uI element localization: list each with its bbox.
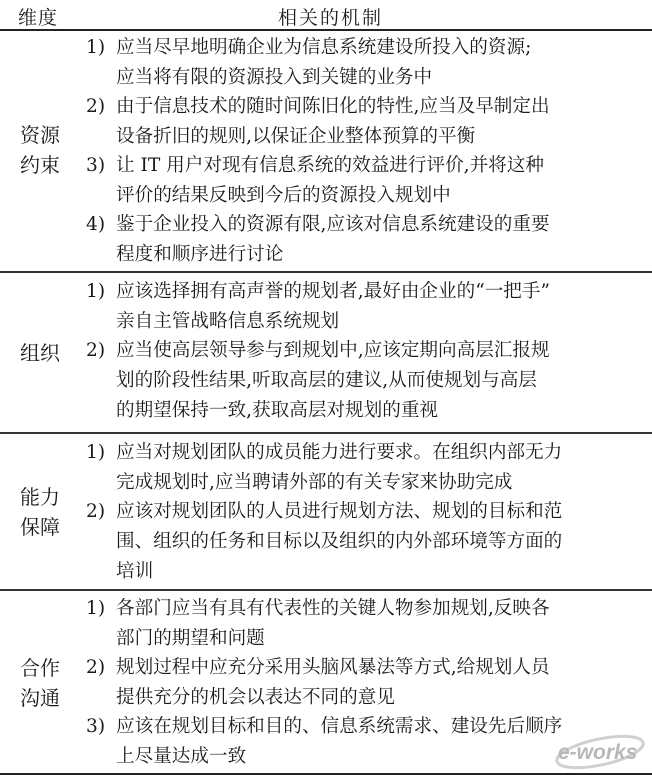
dimension-label — [20, 482, 72, 542]
item-line: 划的阶段性结果,听取高层的建议,从而使规划与高层 — [116, 370, 537, 391]
dimension-label-line: 约束 — [20, 153, 60, 177]
table-bottom-rule — [0, 773, 652, 775]
row-divider — [0, 589, 652, 591]
group-resource-constraint — [0, 31, 652, 269]
group-capability-assurance — [0, 436, 652, 586]
item-number: 2) — [86, 340, 106, 361]
item-number: 1) — [86, 281, 106, 302]
group-organization — [0, 275, 652, 428]
item-line: 部门的期望和问题 — [116, 628, 265, 649]
dimension-label-line: 能力 — [20, 485, 60, 509]
item-number: 2) — [86, 96, 106, 117]
dimension-label-line: 资源 — [20, 123, 60, 147]
dimension-label-line: 组织 — [20, 341, 60, 365]
list-item — [86, 92, 646, 152]
dimension-label — [20, 338, 72, 368]
item-number: 4) — [86, 214, 106, 235]
item-line: 1) 应当尽早地明确企业为信息系统建设所投入的资源; — [86, 33, 646, 63]
dimension-label-line: 沟通 — [20, 686, 60, 710]
item-number: 1) — [86, 37, 106, 58]
item-number: 2) — [86, 657, 106, 678]
item-line: 培训 — [116, 561, 154, 582]
item-line: 2) 由于信息技术的随时间陈旧化的特性,应当及早制定出 — [86, 92, 646, 122]
item-number: 1) — [86, 442, 106, 463]
dimension-label-line: 保障 — [20, 515, 60, 539]
item-line: 3) 让 IT 用户对现有信息系统的效益进行评价,并将这种 — [86, 151, 646, 181]
item-line: 的期望保持一致,获取高层对规划的重视 — [116, 400, 439, 421]
item-line: 2) 应当使高层领导参与到规划中,应该定期向高层汇报规 — [86, 336, 646, 366]
dimension-label — [20, 120, 72, 180]
item-line: 3) 应该在规划目标和目的、信息系统需求、建设先后顺序 — [86, 712, 646, 742]
item-line: 4) 鉴于企业投入的资源有限,应该对信息系统建设的重要 — [86, 210, 646, 240]
item-line: 设备折旧的规则,以保证企业整体预算的平衡 — [116, 126, 476, 147]
list-item — [86, 497, 646, 587]
item-line: 1) 应当对规划团队的成员能力进行要求。在组织内部无力 — [86, 438, 646, 468]
dimension-label-line: 合作 — [20, 656, 60, 680]
list-item — [86, 151, 646, 211]
item-line: 评价的结果反映到今后的资源投入规划中 — [116, 185, 451, 206]
item-line: 上尽量达成一致 — [116, 746, 247, 767]
list-item — [86, 438, 646, 498]
item-number: 2) — [86, 501, 106, 522]
list-item — [86, 210, 646, 270]
table-header — [0, 0, 652, 31]
row-divider — [0, 271, 652, 273]
watermark-text: e-works — [558, 741, 638, 764]
list-item — [86, 594, 646, 654]
list-item — [86, 33, 646, 93]
item-line: 完成规划时,应当聘请外部的有关专家来协助完成 — [116, 472, 513, 493]
list-item — [86, 336, 646, 426]
item-line: 应当将有限的资源投入到关键的业务中 — [116, 67, 433, 88]
item-line: 围、组织的任务和目标以及组织的内外部环境等方面的 — [116, 531, 563, 552]
row-divider — [0, 432, 652, 434]
eworks-logo-watermark — [548, 728, 646, 770]
item-line: 程度和顺序进行讨论 — [116, 244, 284, 265]
item-number: 1) — [86, 598, 106, 619]
item-line: 2) 规划过程中应充分采用头脑风暴法等方式,给规划人员 — [86, 653, 646, 683]
dimension-label — [20, 653, 72, 713]
header-mechanism: 相关的机制 — [278, 7, 384, 29]
list-item — [86, 653, 646, 713]
item-line: 亲自主管战略信息系统规划 — [116, 311, 340, 332]
item-line: 2) 应该对规划团队的人员进行规划方法、规划的目标和范 — [86, 497, 646, 527]
item-line: 提供充分的机会以表达不同的意见 — [116, 687, 395, 708]
header-dimension: 维度 — [18, 7, 59, 29]
item-number: 3) — [86, 716, 106, 737]
list-item — [86, 277, 646, 337]
item-line: 1) 应该选择拥有高声誉的规划者,最好由企业的“一把手” — [86, 277, 646, 307]
item-line: 1) 各部门应当有具有代表性的关键人物参加规划,反映各 — [86, 594, 646, 624]
item-number: 3) — [86, 155, 106, 176]
